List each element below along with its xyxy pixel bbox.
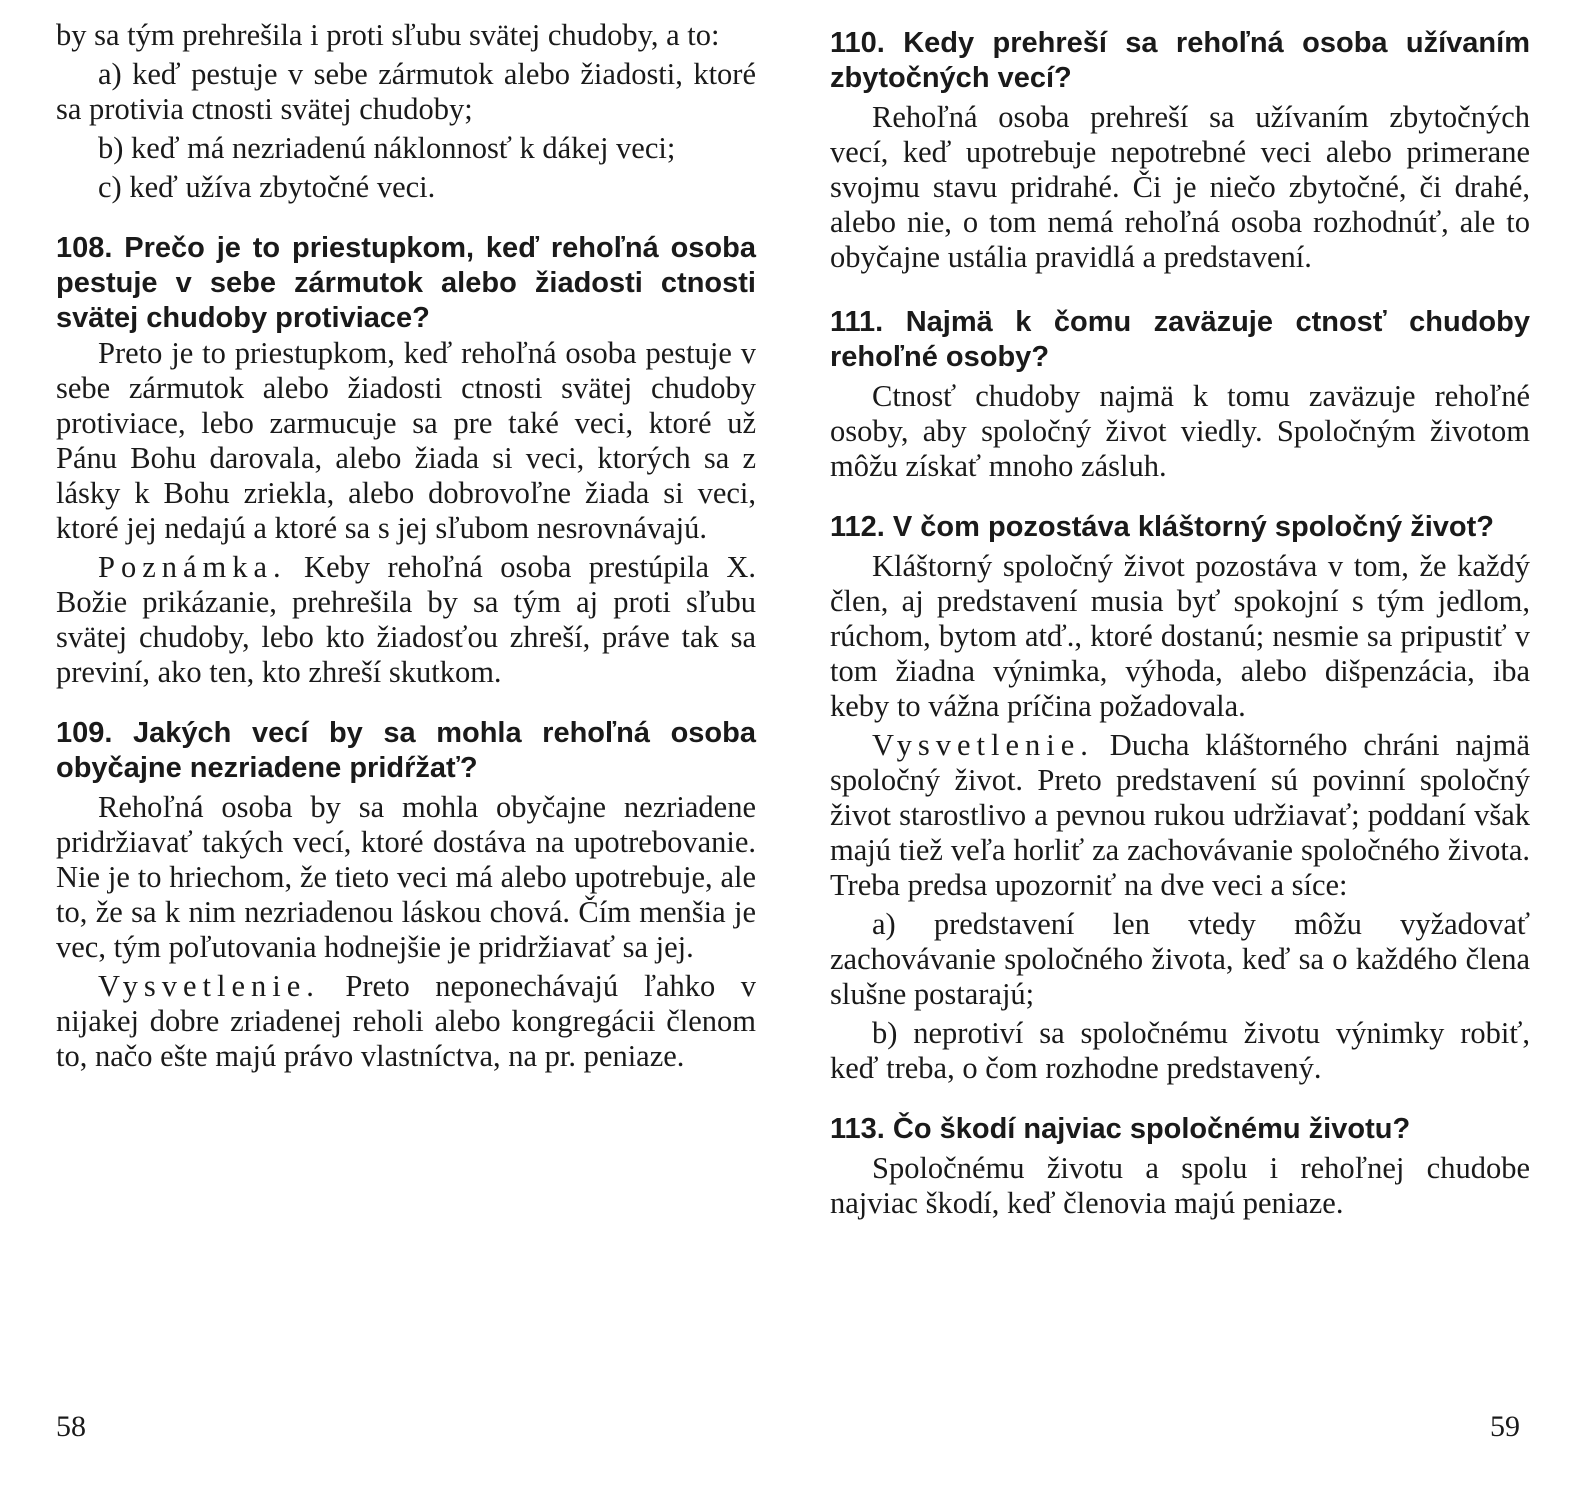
note-108 — [56, 550, 756, 690]
explanation-text: Ducha kláštorného chráni najmä spoločný život. Preto predstavení sú povinní spoločný život starostlivo a pevnou rukou udržiavať; poddaní však majú tiež veľa horliť za zachovávanie spoločného života. Treba predsa upozorniť na dve veci a síce: — [830, 728, 1530, 902]
page-number-right: 59 — [1490, 1410, 1520, 1443]
explanation-109 — [56, 969, 756, 1074]
continued-paragraph: by sa tým prehrešila i proti sľubu svätej chudoby, a to: — [56, 18, 720, 52]
answer-110: Rehoľná osoba prehreší sa užívaním zbytočných vecí, keď upotrebuje nepotrebné veci alebo primerane svojmu stavu pridrahé. Či je niečo zbytočné, či drahé, alebo nie, o tom nemá rehoľná osoba rozhodnúť, ale to obyčajne ustália pravidlá a predstavení. — [830, 100, 1530, 274]
answer-108: Preto je to priestupkom, keď rehoľná osoba pestuje v sebe zármutok alebo žiadosti ctnosti svätej chudoby protiviace, lebo zarmucuje sa pre také veci, ktoré už Pánu Bohu darovala, alebo žiada si veci, ktorých sa z lásky k Bohu zriekla, alebo dobrovoľne žiada si veci, ktoré jej nedajú a ktoré sa s jej sľubom nesrovnávajú. — [56, 336, 756, 545]
answer-112: Kláštorný spoločný život pozostáva v tom, že každý člen, aj predstavení musia byť spokojní s tým jedlom, rúchom, bytom atď., ktoré dostanú; nesmie sa pripustiť v tom žiadna výnimka, výhoda, alebo dišpenzácia, iba keby to vážna príčina požadovala. — [830, 549, 1530, 723]
answer-109: Rehoľná osoba by sa mohla obyčajne nezriadene pridržiavať takých vecí, ktoré dostáva na upotrebovanie. Nie je to hriechom, že tieto veci má alebo upotrebuje, ale to, že sa k nim nezriadenou láskou chová. Čím menšia je vec, tým poľutovania hodnejšie je pridržiavať sa jej. — [56, 790, 756, 964]
right-page — [830, 18, 1530, 1221]
list-item-a: a) predstavení len vtedy môžu vyžadovať zachovávanie spoločného života, keď sa o každého člena slušne postarajú; — [830, 907, 1530, 1011]
explanation-label: Vysvetlenie. — [872, 728, 1094, 762]
question-109: 109. Jakých vecí by sa mohla rehoľná osoba obyčajne nezriadene pridŕžať? — [56, 717, 756, 784]
note-label: Poznámka. — [98, 550, 287, 584]
note-text: Keby rehoľná osoba prestúpila X. Božie prikázanie, prehrešila by sa tým aj proti sľubu svätej chudoby, lebo kto žiadosťou zhreší, práve tak sa previní, ako ten, kto zhreší skutkom. — [56, 550, 756, 689]
answer-111: Ctnosť chudoby najmä k tomu zaväzuje rehoľné osoby, aby spoločný život viedly. Spoločným životom môžu získať mnoho zásluh. — [830, 379, 1530, 483]
explanation-label: Vysvetlenie. — [98, 969, 320, 1003]
list-item-c: c) keď užíva zbytočné veci. — [98, 170, 436, 204]
explanation-text: Preto neponechávajú ľahko v nijakej dobre zriadenej reholi alebo kongregácii členom to, načo ešte majú právo vlastníctva, na pr. peniaze. — [56, 969, 756, 1073]
page-number-left: 58 — [56, 1410, 86, 1443]
question-111: 111. Najmä k čomu zaväzuje ctnosť chudoby rehoľné osoby? — [830, 306, 1530, 373]
question-110: 110. Kedy prehreší sa rehoľná osoba užívaním zbytočných vecí? — [830, 27, 1530, 94]
question-112: 112. V čom pozostáva kláštorný spoločný život? — [830, 511, 1494, 543]
list-item-a: a) keď pestuje v sebe zármutok alebo žiadosti, ktoré sa protivia ctnosti svätej chudoby; — [56, 57, 756, 126]
list-item-b: b) keď má nezriadenú náklonnosť k dákej veci; — [98, 131, 676, 165]
answer-113: Spoločnému životu a spolu i rehoľnej chudobe najviac škodí, keď členovia majú peniaze. — [830, 1151, 1530, 1220]
explanation-112 — [830, 728, 1530, 903]
left-page — [56, 18, 756, 1074]
question-113: 113. Čo škodí najviac spoločnému životu? — [830, 1113, 1411, 1145]
question-108: 108. Prečo je to priestupkom, keď rehoľná osoba pestuje v sebe zármutok alebo žiadosti ctnosti svätej chudoby protiviace? — [56, 232, 756, 334]
list-item-b: b) neprotiví sa spoločnému životu výnimky robiť, keď treba, o čom rozhodne predstavený. — [830, 1016, 1530, 1085]
